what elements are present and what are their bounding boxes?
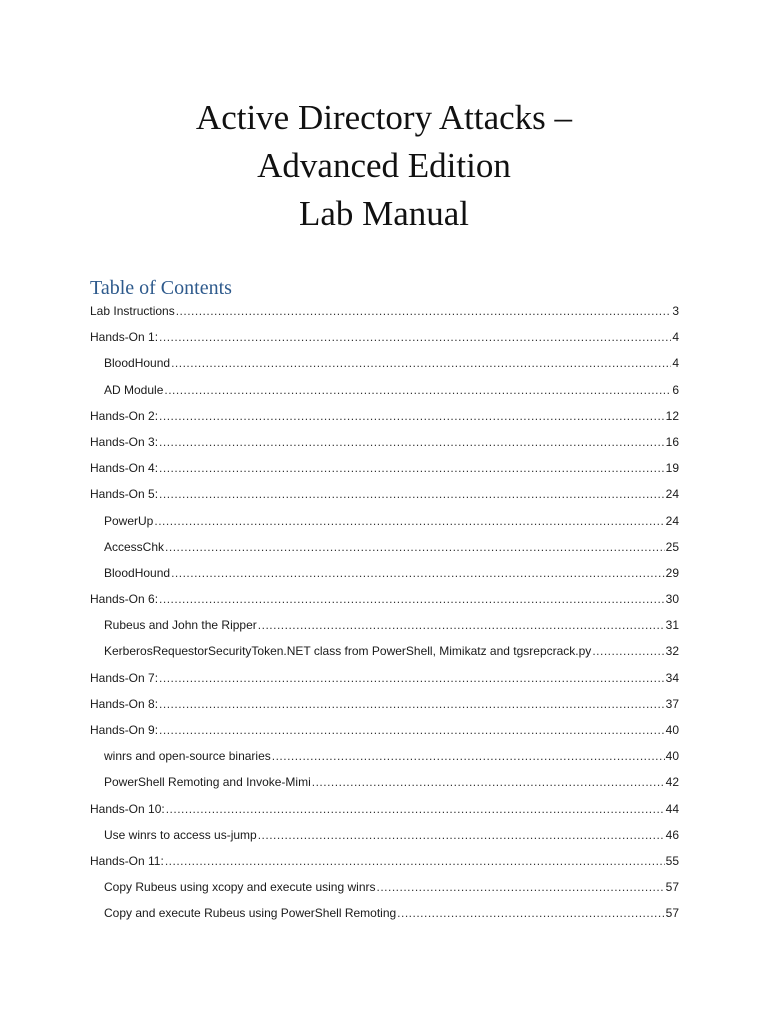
toc-entry-label: Hands-On 9:: [90, 723, 159, 737]
toc-entry-label: Hands-On 7:: [90, 670, 159, 685]
toc-entry[interactable]: [90, 769, 679, 795]
title-line-1: Active Directory Attacks –: [195, 98, 573, 137]
toc-entry[interactable]: [90, 324, 679, 350]
toc-entry[interactable]: [90, 848, 679, 874]
toc-dot-leader: [159, 455, 665, 481]
toc-entry-label: Hands-On 4:: [90, 461, 159, 476]
toc-entry-label: Lab Instructions: [90, 304, 175, 318]
toc-dot-leader: [159, 717, 665, 743]
toc-entry[interactable]: [90, 481, 679, 507]
toc-entry-page-number: 31: [665, 618, 679, 633]
toc-dot-leader: [159, 665, 665, 691]
toc-entry[interactable]: [90, 429, 679, 455]
toc-dot-leader: [171, 560, 665, 586]
toc-entry-label: PowerShell Remoting and Invoke-Mimi: [104, 775, 311, 790]
toc-entry-page-number: 37: [665, 696, 679, 711]
toc-entry-label: BloodHound: [104, 565, 171, 580]
toc-entry-page-number: 32: [665, 644, 679, 659]
toc-entry-label: AccessChk: [104, 539, 165, 554]
title-line-3: Lab Manual: [298, 194, 470, 233]
toc-dot-leader: [397, 900, 664, 926]
toc-entry-label: Hands-On 8:: [90, 696, 159, 711]
toc-entry-label: Copy and execute Rubeus using PowerShell Remoting: [104, 906, 397, 921]
toc-entry[interactable]: [90, 508, 679, 534]
toc-dot-leader: [171, 350, 671, 376]
toc-entry-page-number: 12: [665, 408, 679, 423]
toc-dot-leader: [159, 429, 665, 455]
toc-dot-leader: [154, 508, 664, 534]
toc-entry-page-number: 25: [665, 539, 679, 554]
toc-entry[interactable]: [90, 796, 679, 822]
toc-entry-page-number: 4: [672, 356, 679, 371]
toc-dot-leader: [176, 298, 672, 324]
toc-entry-page-number: 6: [672, 382, 679, 397]
title-line-2: Advanced Edition: [257, 146, 511, 185]
table-of-contents: [90, 298, 679, 927]
toc-dot-leader: [165, 534, 665, 560]
toc-dot-leader: [592, 638, 664, 664]
toc-entry-label: winrs and open-source binaries: [104, 749, 271, 764]
toc-entry-page-number: 42: [665, 775, 679, 790]
toc-entry-label: PowerUp: [104, 513, 154, 528]
toc-dot-leader: [166, 796, 665, 822]
toc-dot-leader: [159, 481, 665, 507]
toc-entry-page-number: 57: [665, 906, 679, 921]
toc-entry-label: Hands-On 3:: [90, 434, 159, 449]
toc-dot-leader: [165, 848, 665, 874]
toc-heading: Table of Contents: [90, 277, 232, 299]
toc-dot-leader: [272, 743, 665, 769]
toc-entry[interactable]: [90, 691, 679, 717]
toc-entry[interactable]: [90, 560, 679, 586]
toc-entry[interactable]: [90, 638, 679, 664]
toc-dot-leader: [377, 874, 665, 900]
toc-entry-page-number: 16: [665, 434, 679, 449]
toc-entry[interactable]: [90, 717, 679, 743]
toc-entry-label: BloodHound: [104, 356, 171, 371]
toc-entry-label: Hands-On 6:: [90, 592, 159, 607]
toc-entry-label: Hands-On 5:: [90, 487, 159, 502]
toc-dot-leader: [159, 691, 665, 717]
toc-entry-page-number: 46: [665, 827, 679, 842]
toc-entry-page-number: 30: [665, 592, 679, 607]
toc-entry-label: Rubeus and John the Ripper: [104, 618, 257, 633]
toc-dot-leader: [159, 324, 671, 350]
toc-entry[interactable]: [90, 350, 679, 376]
toc-entry-page-number: 40: [665, 723, 679, 737]
toc-dot-leader: [159, 403, 665, 429]
toc-entry[interactable]: [90, 900, 679, 926]
toc-entry-page-number: 3: [672, 304, 679, 318]
toc-entry[interactable]: [90, 534, 679, 560]
toc-entry[interactable]: [90, 586, 679, 612]
toc-entry-page-number: 24: [665, 487, 679, 502]
toc-entry-label: AD Module: [104, 382, 164, 397]
toc-entry[interactable]: [90, 403, 679, 429]
toc-entry[interactable]: [90, 665, 679, 691]
toc-entry-label: KerberosRequestorSecurityToken.NET class from PowerShell, Mimikatz and tgsrepcrack.py: [104, 644, 592, 659]
toc-entry-page-number: 4: [672, 330, 679, 345]
toc-entry-label: Use winrs to access us-jump: [104, 827, 257, 842]
toc-entry-page-number: 24: [665, 513, 679, 528]
toc-entry-label: Hands-On 11:: [90, 853, 164, 868]
toc-entry-page-number: 57: [665, 880, 679, 895]
toc-entry-label: Hands-On 1:: [90, 330, 159, 345]
toc-entry-label: Hands-On 2:: [90, 408, 159, 423]
toc-dot-leader: [164, 377, 671, 403]
toc-entry[interactable]: [90, 298, 679, 324]
toc-entry-page-number: 19: [665, 461, 679, 476]
toc-entry[interactable]: [90, 612, 679, 638]
toc-dot-leader: [258, 612, 665, 638]
toc-entry-label: Hands-On 10:: [90, 801, 165, 816]
toc-entry[interactable]: [90, 455, 679, 481]
toc-entry[interactable]: [90, 377, 679, 403]
toc-entry[interactable]: [90, 822, 679, 848]
toc-entry[interactable]: [90, 874, 679, 900]
toc-dot-leader: [159, 586, 665, 612]
toc-entry-page-number: 44: [665, 801, 679, 816]
toc-entry-label: Copy Rubeus using xcopy and execute using winrs: [104, 880, 376, 895]
toc-dot-leader: [258, 822, 665, 848]
toc-entry[interactable]: [90, 743, 679, 769]
toc-entry-page-number: 40: [665, 749, 679, 764]
toc-entry-page-number: 34: [665, 670, 679, 685]
toc-entry-page-number: 29: [665, 565, 679, 580]
document-title: [0, 94, 768, 238]
toc-dot-leader: [312, 769, 665, 795]
toc-entry-page-number: 55: [665, 853, 679, 868]
